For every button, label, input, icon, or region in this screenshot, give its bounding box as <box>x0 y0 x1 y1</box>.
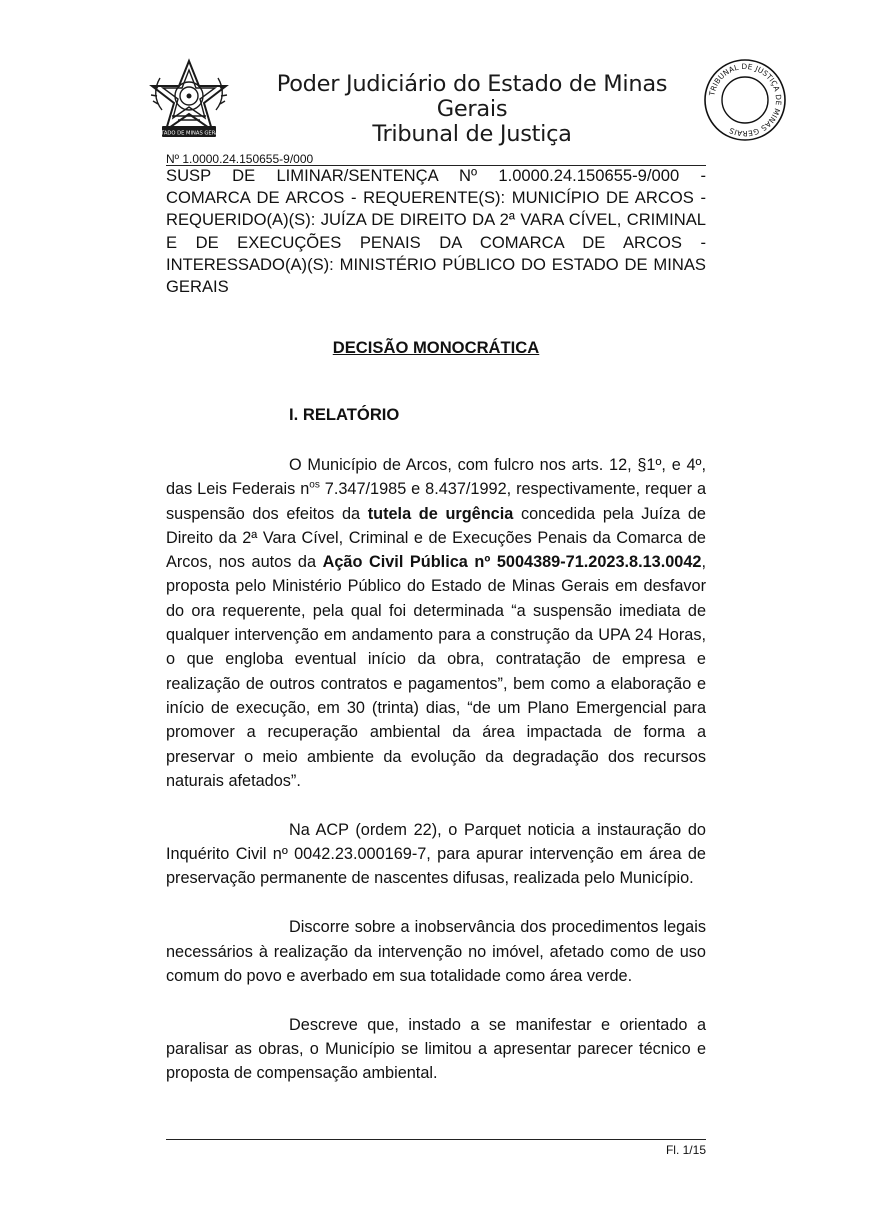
paragraph-3: Discorre sobre a inobservância dos procedimentos legais necessários à realização da intervenção no imóvel, afetado como de uso comum do povo e averbado em sua totalidade como área verde. <box>166 918 706 985</box>
footer-rule <box>166 1139 706 1140</box>
page-header <box>148 58 708 148</box>
svg-text:TRIBUNAL DE JUSTIÇA DE MINAS G: TRIBUNAL DE JUSTIÇA DE MINAS GERAIS <box>707 61 784 139</box>
page-folio: Fl. 1/15 <box>665 1143 706 1157</box>
court-seal-icon <box>703 58 787 142</box>
section-title: I. RELATÓRIO <box>289 405 400 424</box>
paragraph-1-text-d: , proposta pelo Ministério Público do Estado de Minas Gerais em desfavor do ora requerente, pela qual foi determinada “a suspensão imediata de qualquer intervenção em andamento para a construção da UPA 24 Horas, o que engloba eventual início da obra, contratação de empresa e realização de outros contratos e pagamentos”, bem como a elaboração e início de execução, em 30 (trinta) dias, “de um Plano Emergencial para promover a recuperação ambiental da área impactada de forma a preservar o meio ambiente da evolução da degradação dos recursos naturais afetados”. <box>166 553 706 790</box>
process-number: Nº 1.0000.24.150655-9/000 <box>166 152 314 166</box>
paragraph-1-bold-tutela: tutela de urgência <box>367 504 514 523</box>
case-caption: SUSP DE LIMINAR/SENTENÇA Nº 1.0000.24.150655-9/000 - COMARCA DE ARCOS - REQUERENTE(S): MUNICÍPIO DE ARCOS - REQUERIDO(A)(S): JUÍZA DE DIREITO DA 2ª VARA CÍVEL, CRIMINAL E DE EXECUÇÕES PENAIS DA COMARCA DE ARCOS - INTERESSADO(A)(S): MINISTÉRIO PÚBLICO DO ESTADO DE MINAS GERAIS <box>166 166 706 297</box>
court-name-line1: Poder Judiciário do Estado de Minas Gerais <box>276 71 668 122</box>
decision-title: DECISÃO MONOCRÁTICA <box>332 338 540 357</box>
court-name <box>242 72 702 147</box>
coat-label: ESTADO DE MINAS GERAIS <box>154 130 224 137</box>
paragraph-1-text-c: concedida pela Juíza de Direito da 2ª Vara Cível, Criminal e de Execuções Penais da Comarca de Arcos, nos autos da <box>166 504 706 572</box>
paragraph-2: Na ACP (ordem 22), o Parquet noticia a instauração do Inquérito Civil nº 0042.23.000169-7, para apurar intervenção em área de preservação permanente de nascentes difusas, realizada pelo Município. <box>166 820 706 888</box>
court-name-line2: Tribunal de Justiça <box>372 121 572 147</box>
paragraph-1-text-a: O Município de Arcos, com fulcro nos arts. 12, §1º, e 4º, das Leis Federais n <box>166 456 706 499</box>
paragraph-4: Descreve que, instado a se manifestar e orientado a paralisar as obras, o Município se limitou a apresentar parecer técnico e proposta de compensação ambiental. <box>166 1015 706 1083</box>
document-body <box>166 453 706 1110</box>
paragraph-1-superscript: os <box>309 479 320 491</box>
paragraph-1 <box>166 453 706 793</box>
coat-of-arms-icon <box>148 58 230 140</box>
paragraph-1-bold-acao: Ação Civil Pública nº 5004389-71.2023.8.13.0042 <box>322 553 702 572</box>
paragraph-1-text-b: 7.347/1985 e 8.437/1992, respectivamente, requer a suspensão dos efeitos da <box>166 480 706 523</box>
